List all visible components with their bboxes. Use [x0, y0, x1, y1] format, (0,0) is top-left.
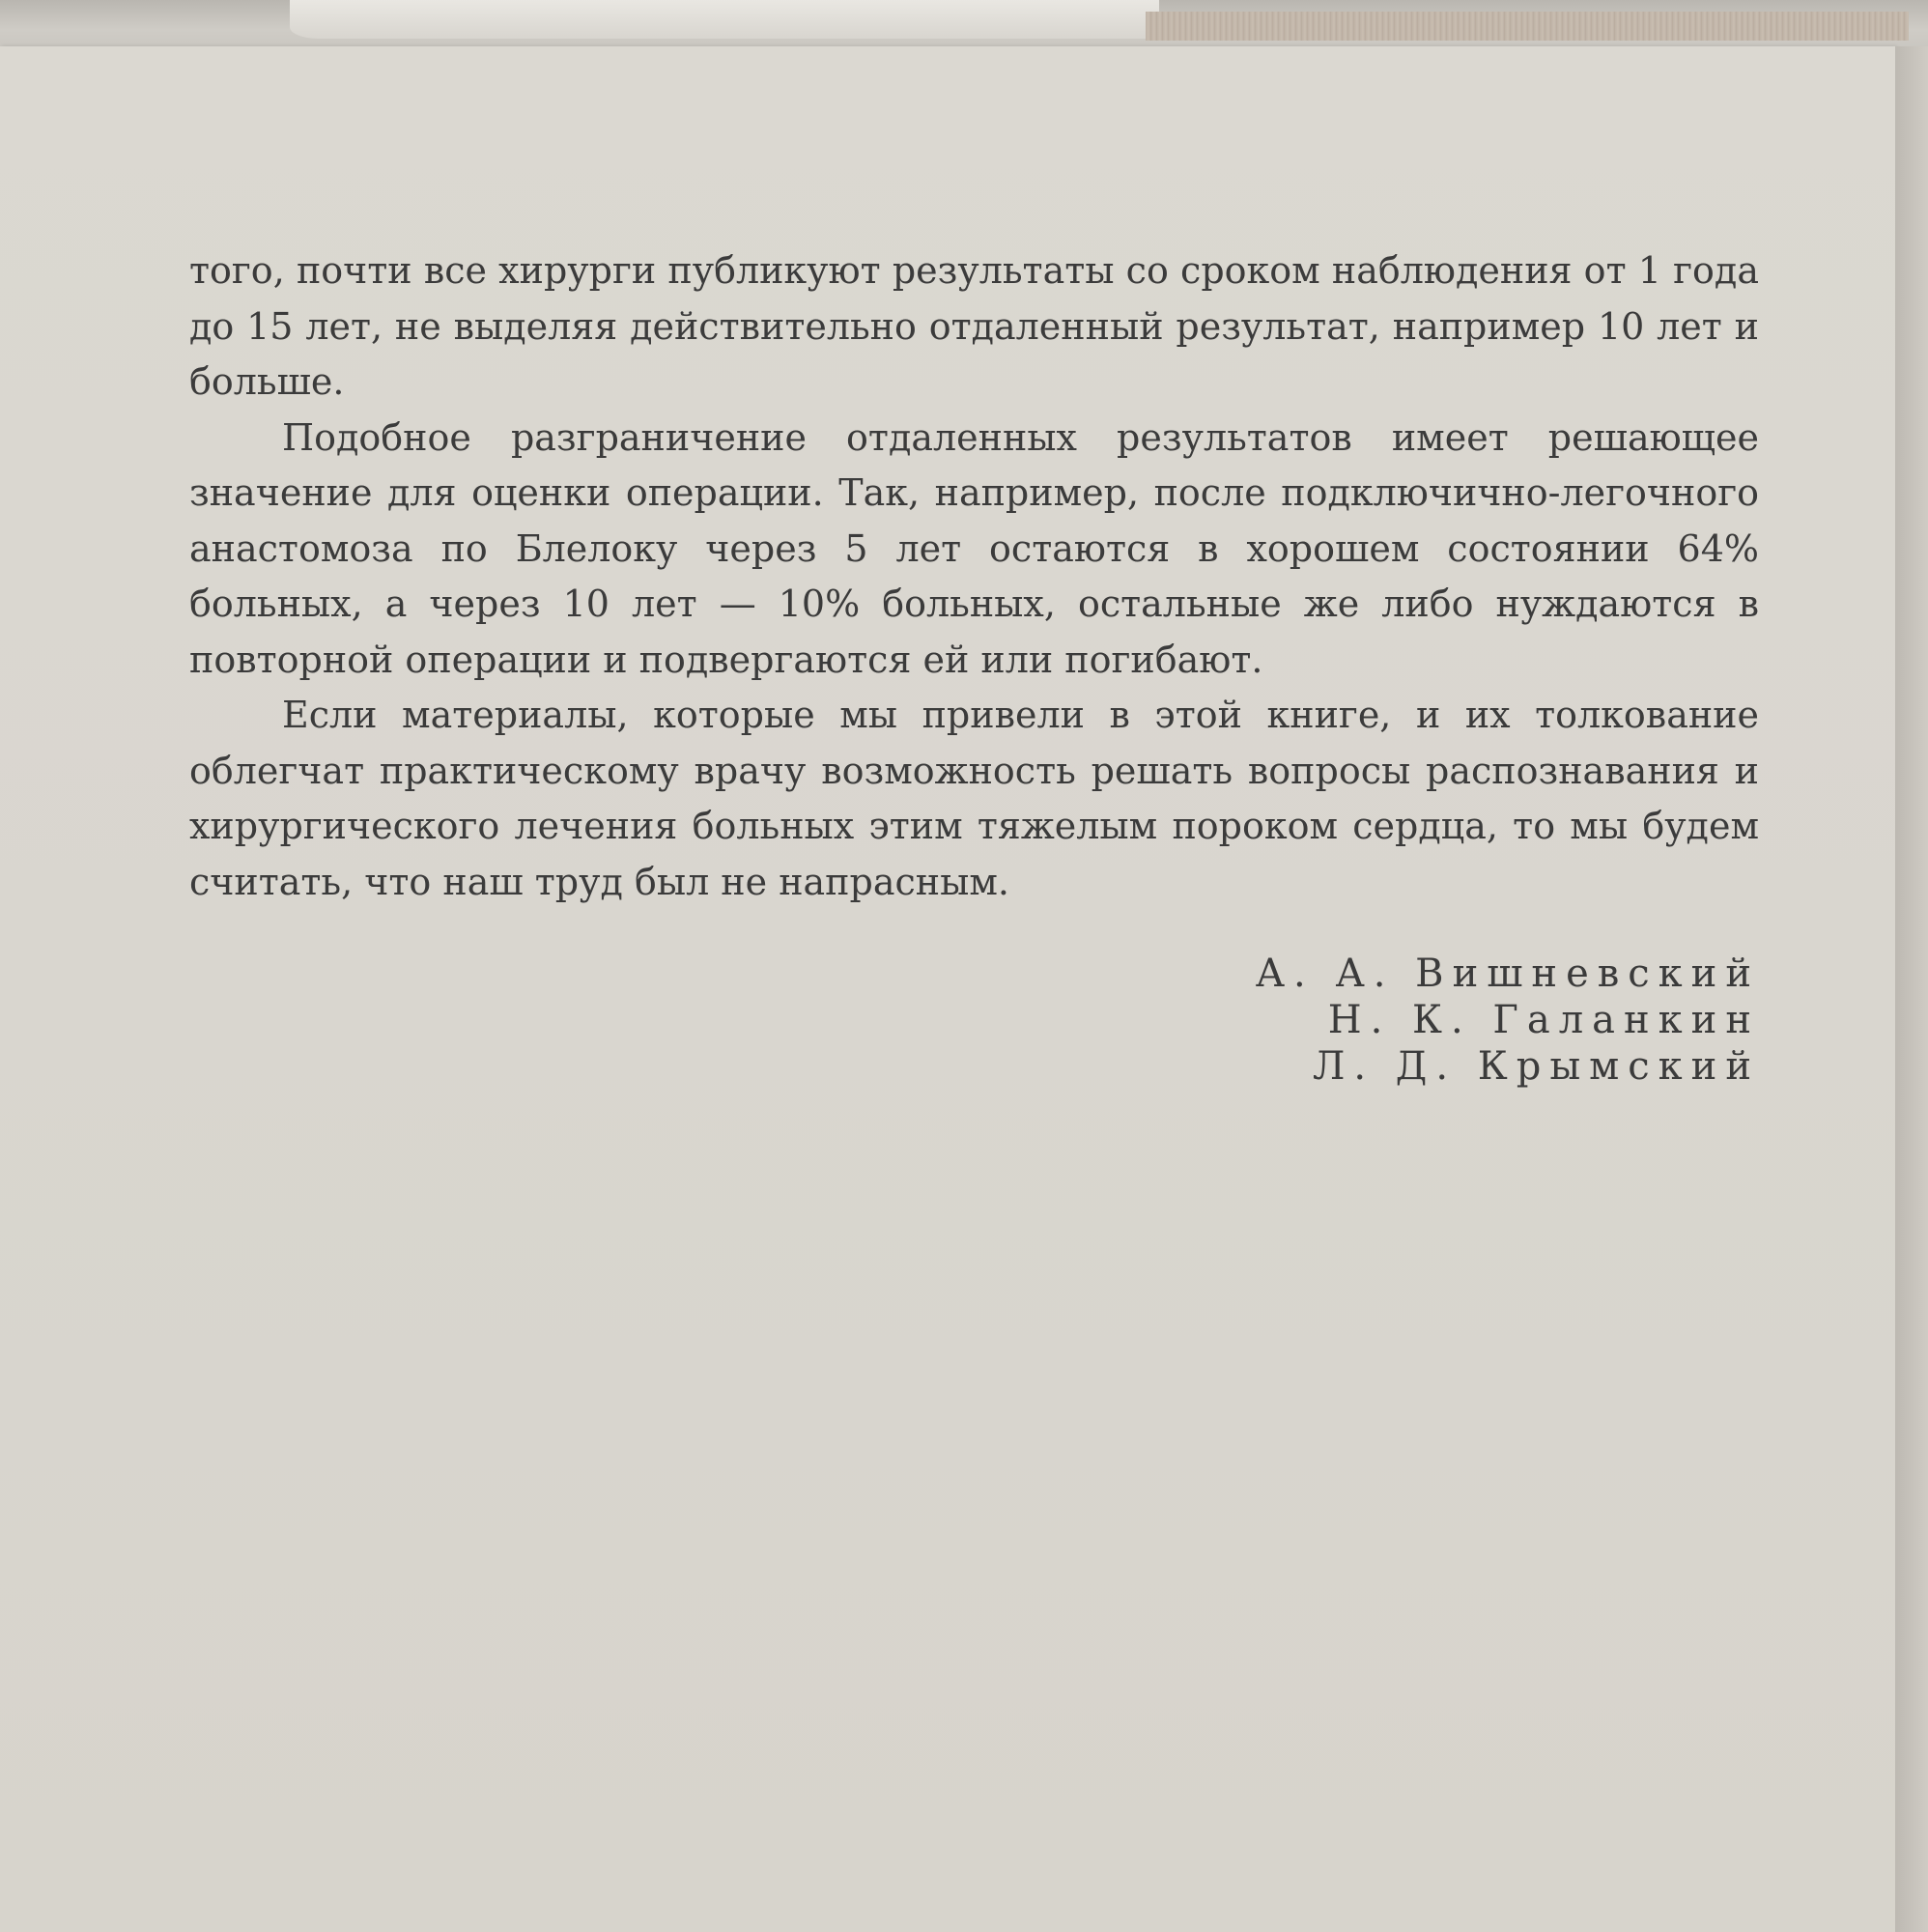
torn-paper-edge [290, 0, 1159, 39]
paragraph-continuation: того, почти все хирурги публикуют результаты со сроком наблюдения от 1 года до 15 лет, не выделяя действительно отдаленный результат, например 10 лет и больше. [189, 249, 1759, 403]
cloth-binding-edge [1146, 12, 1909, 41]
paragraph-results: Подобное разграничение отдаленных результатов имеет решающее значение для оценки операции. Так, например, после подключично-легочного анастомоза по Блелоку через 5 лет остаются в хорошем состоянии 64% больных, а через 10 лет — 10% больных, остальные же либо нуждаются в повторной операции и подвергаются ей или погибают. [189, 415, 1759, 681]
paragraph-conclusion: Если материалы, которые мы привели в этой книге, и их толкование облегчат практическому врачу возможность решать вопросы распознавания и хирургического лечения больных этим тяжелым пороком сердца, то мы будем считать, что наш труд был не напрасным. [189, 694, 1759, 903]
author-name: Л. Д. Крымский [1313, 1044, 1760, 1089]
page-side-edge [1895, 46, 1928, 1932]
book-top-edge [0, 0, 1928, 50]
author-signatures [1256, 951, 1760, 1090]
body-text [189, 243, 1759, 910]
author-name: Н. К. Галанкин [1327, 998, 1760, 1042]
author-name: А. А. Вишневский [1255, 952, 1760, 996]
